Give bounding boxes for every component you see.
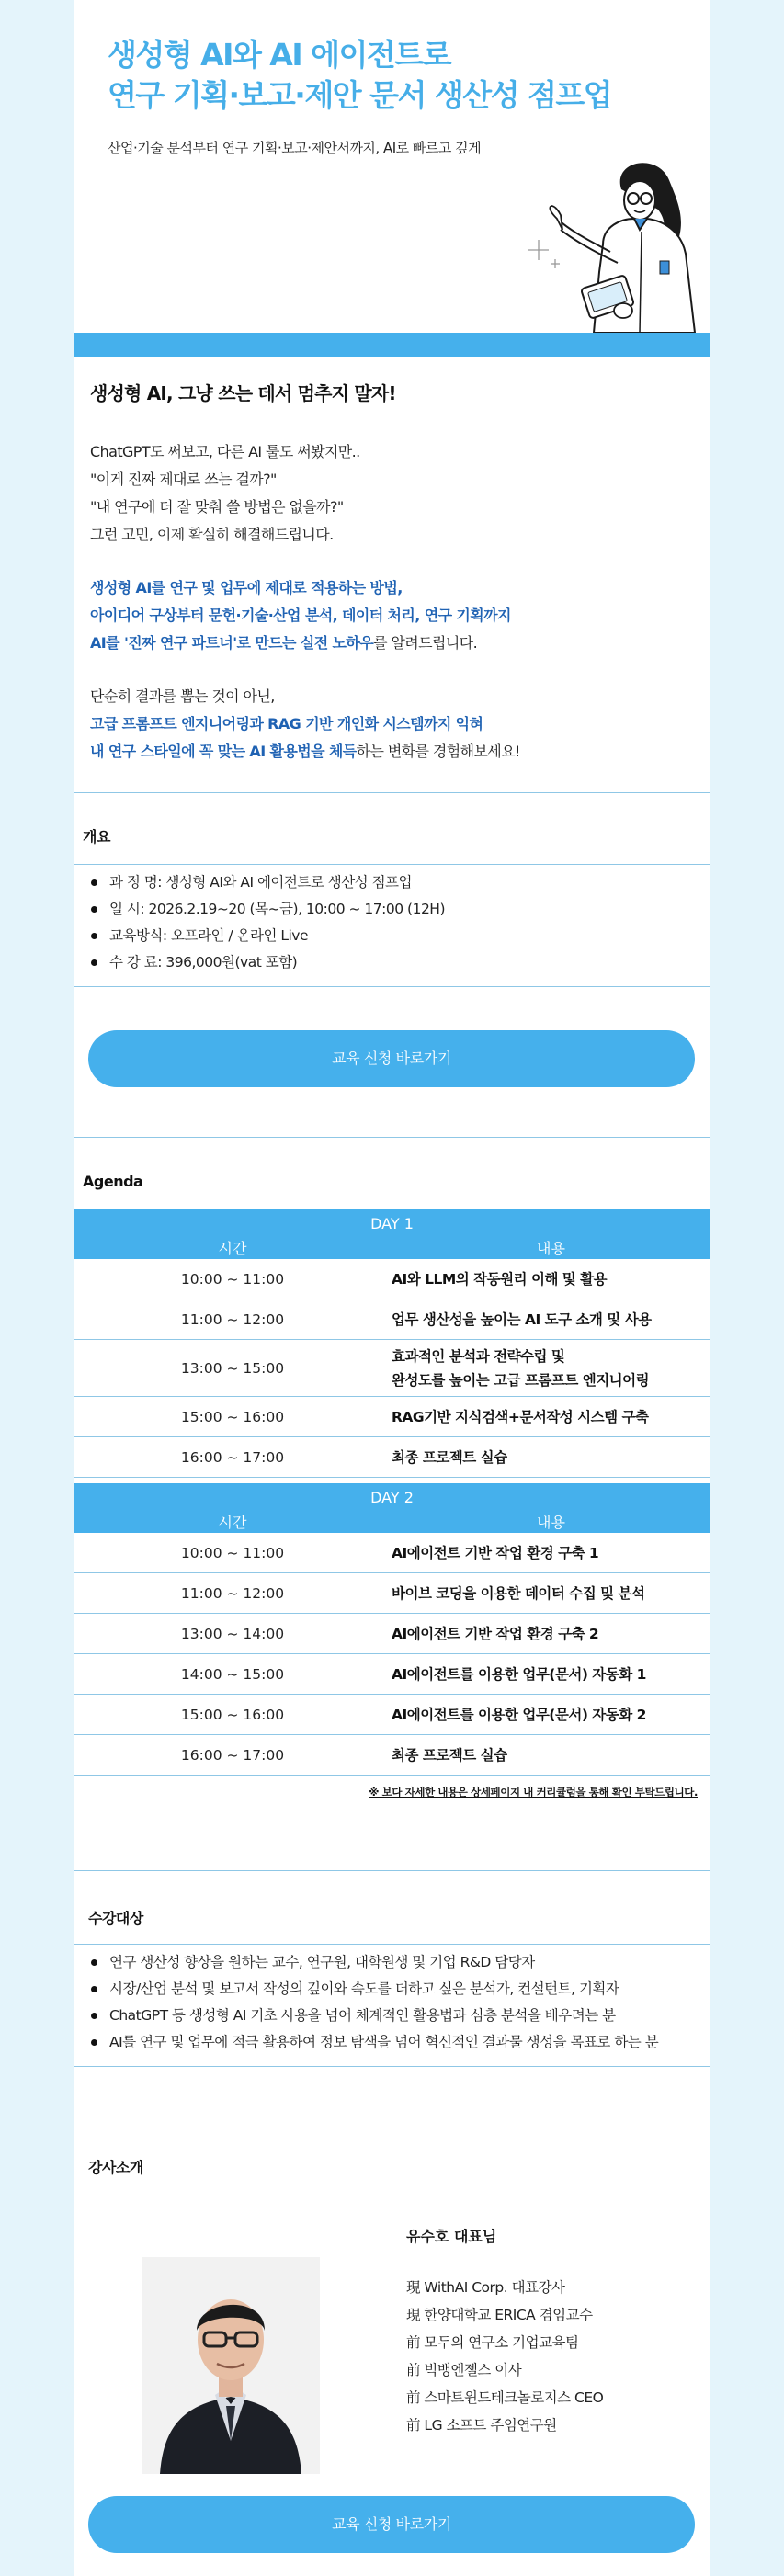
- column-header-time: 시간: [218, 1514, 247, 1531]
- session-content: AI에이전트 기반 작업 환경 구축 2: [392, 1625, 599, 1642]
- apply-button[interactable]: 교육 신청 바로가기: [88, 1030, 695, 1087]
- table-row: [74, 1437, 710, 1478]
- instructor-name: 유수호 대표님: [406, 2228, 497, 2245]
- intro-emphasis-line: 고급 프롬프트 엔지니어링과 RAG 기반 개인화 시스템까지 익혀: [90, 715, 483, 732]
- table-row: [74, 1397, 710, 1437]
- table-row: [74, 1533, 710, 1573]
- session-content: AI에이전트를 이용한 업무(문서) 자동화 1: [392, 1665, 646, 1683]
- intro-line: 그런 고민, 이제 확실히 해결해드립니다.: [90, 526, 334, 543]
- career-item: 前 스마트윈드테크놀로지스 CEO: [406, 2389, 604, 2406]
- audience-item: 연구 생산성 향상을 원하는 교수, 연구원, 대학원생 및 기업 R&D 담당자: [74, 1949, 710, 1976]
- intro-paragraph-3: [90, 683, 697, 766]
- overview-box: [74, 864, 710, 987]
- section-divider: [74, 1137, 710, 1138]
- apply-button-bottom[interactable]: 교육 신청 바로가기: [88, 2496, 695, 2553]
- hero-title: [108, 35, 611, 116]
- section-divider: [74, 792, 710, 793]
- hero-banner: [74, 0, 710, 333]
- audience-item: 시장/산업 분석 및 보고서 작성의 깊이와 속도를 더하고 싶은 분석가, 컨설턴트, 기획자: [74, 1976, 710, 2003]
- instructor-portrait-image: [142, 2257, 320, 2474]
- hero-title-line-2: 연구 기획·보고·제안 문서 생산성 점프업: [108, 77, 612, 113]
- intro-line: "내 연구에 더 잘 맞춰 쓸 방법은 없을까?": [90, 498, 344, 516]
- intro-line: 하는 변화를 경험해보세요!: [356, 743, 520, 760]
- researcher-illustration: [465, 153, 713, 333]
- session-time: 16:00 ~ 17:00: [180, 1448, 285, 1466]
- session-content: 최종 프로젝트 실습: [392, 1746, 507, 1764]
- session-time: 10:00 ~ 11:00: [180, 1270, 285, 1288]
- audience-box: [74, 1944, 710, 2067]
- instructor-career-list: [406, 2274, 691, 2439]
- agenda-table: [74, 1209, 710, 1799]
- session-content: 최종 프로젝트 실습: [392, 1448, 507, 1466]
- career-item: 前 LG 소프트 주임연구원: [406, 2417, 557, 2434]
- career-item: 現 한양대학교 ERICA 겸임교수: [406, 2307, 593, 2323]
- instructor-photo: [142, 2257, 320, 2474]
- audience-item: ChatGPT 등 생성형 AI 기초 사용을 넘어 체계적인 활용법과 심층 분석을 배우려는 분: [74, 2003, 710, 2029]
- overview-item: 교육방식: 오프라인 / 온라인 Live: [74, 923, 710, 949]
- audience-title: 수강대상: [88, 1910, 143, 1927]
- overview-item: 수 강 료: 396,000원(vat 포함): [74, 949, 710, 976]
- session-content-line: 완성도를 높이는 고급 프롬프트 엔지니어링: [392, 1371, 650, 1389]
- session-time: 13:00 ~ 15:00: [180, 1359, 285, 1377]
- day-label: DAY 2: [370, 1489, 414, 1506]
- hero-title-line-1: 생성형 AI와 AI 에이전트로: [108, 37, 451, 73]
- intro-heading: 생성형 AI, 그냥 쓰는 데서 멈추지 말자!: [90, 382, 396, 404]
- instructor-title: 강사소개: [88, 2159, 143, 2176]
- intro-line: 를 알려드립니다.: [373, 634, 478, 652]
- intro-line: ChatGPT도 써보고, 다른 AI 툴도 써봤지만..: [90, 443, 360, 460]
- intro-emphasis-line: 아이디어 구상부터 문헌·기술·산업 분석, 데이터 처리, 연구 기획까지: [90, 607, 511, 624]
- table-row: [74, 1299, 710, 1340]
- day-2-header: [74, 1483, 710, 1533]
- table-row: [74, 1654, 710, 1695]
- session-content: AI와 LLM의 작동원리 이해 및 활용: [392, 1270, 608, 1288]
- session-time: 14:00 ~ 15:00: [180, 1665, 285, 1683]
- session-content: RAG기반 지식검색+문서작성 시스템 구축: [392, 1408, 649, 1425]
- section-divider: [74, 1870, 710, 1871]
- agenda-title: Agenda: [83, 1173, 143, 1190]
- career-item: 前 모두의 연구소 기업교육팀: [406, 2334, 579, 2351]
- session-time: 11:00 ~ 12:00: [180, 1311, 285, 1328]
- session-time: 16:00 ~ 17:00: [180, 1746, 285, 1764]
- overview-item: 과 정 명: 생성형 AI와 AI 에이전트로 생산성 점프업: [74, 869, 710, 896]
- column-header-time: 시간: [218, 1240, 247, 1257]
- column-header-content: 내용: [537, 1240, 565, 1257]
- intro-emphasis-line: AI를 '진짜 연구 파트너'로 만드는 실전 노하우: [90, 634, 374, 652]
- overview-title: 개요: [83, 828, 110, 845]
- session-content: 업무 생산성을 높이는 AI 도구 소개 및 사용: [392, 1311, 652, 1328]
- session-content: [392, 1345, 710, 1392]
- intro-line: "이게 진짜 제대로 쓰는 걸까?": [90, 471, 277, 488]
- intro-section: [90, 379, 697, 766]
- session-content: AI에이전트를 이용한 업무(문서) 자동화 2: [392, 1706, 646, 1723]
- day-1-header: [74, 1209, 710, 1259]
- table-row: [74, 1573, 710, 1614]
- hero-accent-bar: [74, 333, 710, 357]
- overview-item: 일 시: 2026.2.19~20 (목~금), 10:00 ~ 17:00 (12H): [74, 896, 710, 923]
- newsletter-page: [74, 0, 710, 2576]
- session-time: 10:00 ~ 11:00: [180, 1544, 285, 1561]
- career-item: 前 빅뱅엔젤스 이사: [406, 2362, 522, 2378]
- career-item: 現 WithAI Corp. 대표강사: [406, 2279, 565, 2296]
- session-time: 15:00 ~ 16:00: [180, 1706, 285, 1723]
- table-row: [74, 1695, 710, 1735]
- audience-item: AI를 연구 및 업무에 적극 활용하여 정보 탐색을 넘어 혁신적인 결과물 생성을 목표로 하는 분: [74, 2029, 710, 2056]
- intro-paragraph-2: [90, 574, 697, 657]
- intro-emphasis-line: 생성형 AI를 연구 및 업무에 제대로 적용하는 방법,: [90, 579, 403, 596]
- session-content: 바이브 코딩을 이용한 데이터 수집 및 분석: [392, 1584, 645, 1602]
- table-row: [74, 1259, 710, 1299]
- day-label: DAY 1: [370, 1215, 414, 1232]
- table-row: [74, 1735, 710, 1776]
- session-time: 11:00 ~ 12:00: [180, 1584, 285, 1602]
- intro-line: 단순히 결과를 뽑는 것이 아닌,: [90, 687, 275, 705]
- instructor-info: [406, 2225, 691, 2439]
- table-row: [74, 1614, 710, 1654]
- session-content: AI에이전트 기반 작업 환경 구축 1: [392, 1544, 599, 1561]
- agenda-note: ※ 보다 자세한 내용은 상세페이지 내 커리큘럼을 통해 확인 부탁드립니다.: [369, 1786, 698, 1799]
- table-row: [74, 1340, 710, 1397]
- session-time: 15:00 ~ 16:00: [180, 1408, 285, 1425]
- intro-paragraph-1: [90, 438, 697, 549]
- hero-subtitle: 산업·기술 분석부터 연구 기획·보고·제안서까지, AI로 빠르고 깊게: [108, 140, 482, 156]
- column-header-content: 내용: [537, 1514, 565, 1531]
- session-time: 13:00 ~ 14:00: [180, 1625, 285, 1642]
- session-content-line: 효과적인 분석과 전략수립 및: [392, 1347, 565, 1365]
- intro-emphasis-line: 내 연구 스타일에 꼭 맞는 AI 활용법을 체득: [90, 743, 357, 760]
